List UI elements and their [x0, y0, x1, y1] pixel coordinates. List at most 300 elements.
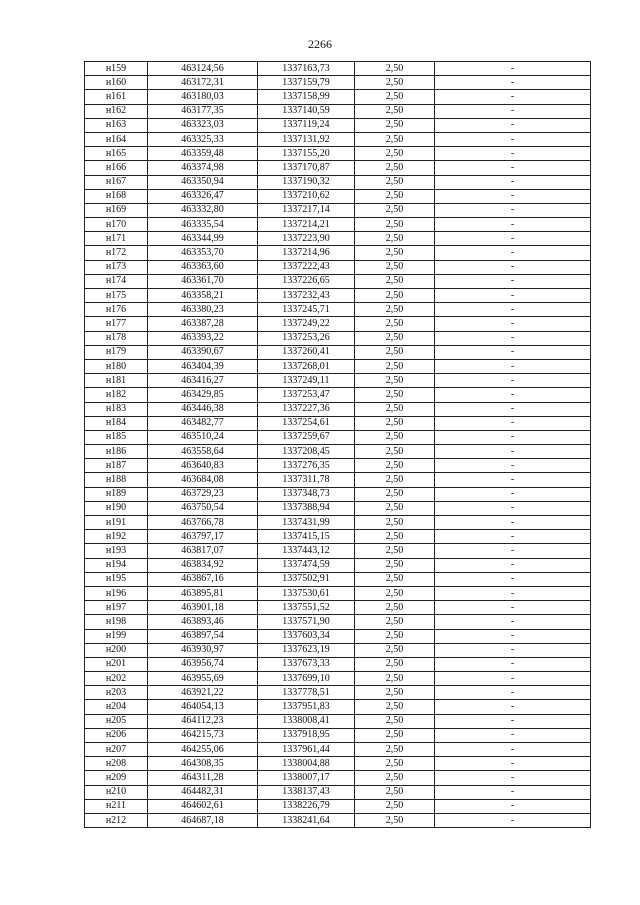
- note-cell: -: [435, 147, 591, 161]
- point-id-cell: н176: [85, 303, 148, 317]
- point-id-cell: н178: [85, 331, 148, 345]
- note-cell: -: [435, 516, 591, 530]
- note-cell: -: [435, 487, 591, 501]
- table-row: [85, 672, 591, 686]
- y-coordinate-cell: 1337699,10: [258, 672, 355, 686]
- point-id-cell: н189: [85, 487, 148, 501]
- accuracy-cell: 2,50: [355, 189, 435, 203]
- accuracy-cell: 2,50: [355, 785, 435, 799]
- table-row: [85, 601, 591, 615]
- point-id-cell: н205: [85, 714, 148, 728]
- point-id-cell: н206: [85, 728, 148, 742]
- y-coordinate-cell: 1337190,32: [258, 175, 355, 189]
- note-cell: -: [435, 601, 591, 615]
- accuracy-cell: 2,50: [355, 90, 435, 104]
- y-coordinate-cell: 1337159,79: [258, 76, 355, 90]
- table-row: [85, 615, 591, 629]
- y-coordinate-cell: 1337951,83: [258, 700, 355, 714]
- note-cell: -: [435, 203, 591, 217]
- x-coordinate-cell: 463901,18: [148, 601, 258, 615]
- x-coordinate-cell: 463921,22: [148, 686, 258, 700]
- x-coordinate-cell: 463390,67: [148, 345, 258, 359]
- accuracy-cell: 2,50: [355, 260, 435, 274]
- x-coordinate-cell: 463416,27: [148, 374, 258, 388]
- x-coordinate-cell: 463834,92: [148, 558, 258, 572]
- accuracy-cell: 2,50: [355, 487, 435, 501]
- point-id-cell: н175: [85, 289, 148, 303]
- x-coordinate-cell: 463729,23: [148, 487, 258, 501]
- point-id-cell: н172: [85, 246, 148, 260]
- accuracy-cell: 2,50: [355, 629, 435, 643]
- point-id-cell: н208: [85, 757, 148, 771]
- point-id-cell: н211: [85, 799, 148, 813]
- note-cell: -: [435, 303, 591, 317]
- table-row: [85, 246, 591, 260]
- note-cell: -: [435, 416, 591, 430]
- accuracy-cell: 2,50: [355, 76, 435, 90]
- y-coordinate-cell: 1337223,90: [258, 232, 355, 246]
- point-id-cell: н162: [85, 104, 148, 118]
- note-cell: -: [435, 289, 591, 303]
- y-coordinate-cell: 1338241,64: [258, 813, 355, 827]
- accuracy-cell: 2,50: [355, 246, 435, 260]
- table-row: [85, 473, 591, 487]
- table-row: [85, 76, 591, 90]
- accuracy-cell: 2,50: [355, 147, 435, 161]
- point-id-cell: н181: [85, 374, 148, 388]
- note-cell: -: [435, 445, 591, 459]
- point-id-cell: н177: [85, 317, 148, 331]
- y-coordinate-cell: 1337214,21: [258, 218, 355, 232]
- x-coordinate-cell: 464308,35: [148, 757, 258, 771]
- table-row: [85, 90, 591, 104]
- accuracy-cell: 2,50: [355, 218, 435, 232]
- y-coordinate-cell: 1337259,67: [258, 430, 355, 444]
- table-row: [85, 771, 591, 785]
- y-coordinate-cell: 1337276,35: [258, 459, 355, 473]
- note-cell: -: [435, 572, 591, 586]
- point-id-cell: н184: [85, 416, 148, 430]
- table-row: [85, 487, 591, 501]
- coordinates-table: [84, 61, 591, 828]
- point-id-cell: н196: [85, 586, 148, 600]
- point-id-cell: н185: [85, 430, 148, 444]
- table-row: [85, 501, 591, 515]
- point-id-cell: н180: [85, 359, 148, 373]
- y-coordinate-cell: 1337163,73: [258, 62, 355, 76]
- accuracy-cell: 2,50: [355, 771, 435, 785]
- table-row: [85, 274, 591, 288]
- accuracy-cell: 2,50: [355, 402, 435, 416]
- table-row: [85, 430, 591, 444]
- point-id-cell: н195: [85, 572, 148, 586]
- table-row: [85, 686, 591, 700]
- accuracy-cell: 2,50: [355, 572, 435, 586]
- y-coordinate-cell: 1337210,62: [258, 189, 355, 203]
- y-coordinate-cell: 1337431,99: [258, 516, 355, 530]
- y-coordinate-cell: 1337254,61: [258, 416, 355, 430]
- table-row: [85, 161, 591, 175]
- table-row: [85, 572, 591, 586]
- note-cell: -: [435, 62, 591, 76]
- point-id-cell: н191: [85, 516, 148, 530]
- y-coordinate-cell: 1337140,59: [258, 104, 355, 118]
- accuracy-cell: 2,50: [355, 615, 435, 629]
- y-coordinate-cell: 1337226,65: [258, 274, 355, 288]
- x-coordinate-cell: 464054,13: [148, 700, 258, 714]
- table-row: [85, 62, 591, 76]
- x-coordinate-cell: 463897,54: [148, 629, 258, 643]
- point-id-cell: н209: [85, 771, 148, 785]
- note-cell: -: [435, 473, 591, 487]
- point-id-cell: н159: [85, 62, 148, 76]
- accuracy-cell: 2,50: [355, 544, 435, 558]
- accuracy-cell: 2,50: [355, 331, 435, 345]
- accuracy-cell: 2,50: [355, 274, 435, 288]
- x-coordinate-cell: 463797,17: [148, 530, 258, 544]
- note-cell: -: [435, 799, 591, 813]
- accuracy-cell: 2,50: [355, 530, 435, 544]
- y-coordinate-cell: 1337249,22: [258, 317, 355, 331]
- x-coordinate-cell: 463358,21: [148, 289, 258, 303]
- note-cell: -: [435, 189, 591, 203]
- table-row: [85, 544, 591, 558]
- table-row: [85, 516, 591, 530]
- y-coordinate-cell: 1337530,61: [258, 586, 355, 600]
- point-id-cell: н187: [85, 459, 148, 473]
- point-id-cell: н161: [85, 90, 148, 104]
- accuracy-cell: 2,50: [355, 757, 435, 771]
- table-row: [85, 388, 591, 402]
- note-cell: -: [435, 586, 591, 600]
- y-coordinate-cell: 1337443,12: [258, 544, 355, 558]
- table-row: [85, 785, 591, 799]
- point-id-cell: н166: [85, 161, 148, 175]
- accuracy-cell: 2,50: [355, 516, 435, 530]
- note-cell: -: [435, 118, 591, 132]
- table-row: [85, 459, 591, 473]
- accuracy-cell: 2,50: [355, 445, 435, 459]
- table-row: [85, 203, 591, 217]
- y-coordinate-cell: 1337158,99: [258, 90, 355, 104]
- x-coordinate-cell: 463353,70: [148, 246, 258, 260]
- y-coordinate-cell: 1337673,33: [258, 657, 355, 671]
- note-cell: -: [435, 76, 591, 90]
- table-row: [85, 260, 591, 274]
- table-row: [85, 132, 591, 146]
- accuracy-cell: 2,50: [355, 104, 435, 118]
- note-cell: -: [435, 544, 591, 558]
- x-coordinate-cell: 464602,61: [148, 799, 258, 813]
- note-cell: -: [435, 686, 591, 700]
- table-row: [85, 743, 591, 757]
- accuracy-cell: 2,50: [355, 672, 435, 686]
- note-cell: -: [435, 501, 591, 515]
- accuracy-cell: 2,50: [355, 359, 435, 373]
- table-row: [85, 218, 591, 232]
- note-cell: -: [435, 374, 591, 388]
- point-id-cell: н188: [85, 473, 148, 487]
- point-id-cell: н174: [85, 274, 148, 288]
- accuracy-cell: 2,50: [355, 728, 435, 742]
- accuracy-cell: 2,50: [355, 714, 435, 728]
- note-cell: -: [435, 615, 591, 629]
- point-id-cell: н197: [85, 601, 148, 615]
- y-coordinate-cell: 1337155,20: [258, 147, 355, 161]
- x-coordinate-cell: 463956,74: [148, 657, 258, 671]
- x-coordinate-cell: 464311,28: [148, 771, 258, 785]
- y-coordinate-cell: 1337623,19: [258, 643, 355, 657]
- x-coordinate-cell: 464112,23: [148, 714, 258, 728]
- table-row: [85, 799, 591, 813]
- x-coordinate-cell: 463955,69: [148, 672, 258, 686]
- point-id-cell: н193: [85, 544, 148, 558]
- accuracy-cell: 2,50: [355, 643, 435, 657]
- note-cell: -: [435, 132, 591, 146]
- x-coordinate-cell: 463429,85: [148, 388, 258, 402]
- y-coordinate-cell: 1337778,51: [258, 686, 355, 700]
- point-id-cell: н199: [85, 629, 148, 643]
- note-cell: -: [435, 345, 591, 359]
- accuracy-cell: 2,50: [355, 473, 435, 487]
- x-coordinate-cell: 463393,22: [148, 331, 258, 345]
- accuracy-cell: 2,50: [355, 317, 435, 331]
- y-coordinate-cell: 1337131,92: [258, 132, 355, 146]
- y-coordinate-cell: 1337170,87: [258, 161, 355, 175]
- point-id-cell: н165: [85, 147, 148, 161]
- note-cell: -: [435, 629, 591, 643]
- y-coordinate-cell: 1337388,94: [258, 501, 355, 515]
- point-id-cell: н194: [85, 558, 148, 572]
- note-cell: -: [435, 274, 591, 288]
- y-coordinate-cell: 1337571,90: [258, 615, 355, 629]
- x-coordinate-cell: 463766,78: [148, 516, 258, 530]
- accuracy-cell: 2,50: [355, 743, 435, 757]
- x-coordinate-cell: 463332,80: [148, 203, 258, 217]
- table-row: [85, 714, 591, 728]
- x-coordinate-cell: 463344,99: [148, 232, 258, 246]
- accuracy-cell: 2,50: [355, 799, 435, 813]
- table-row: [85, 175, 591, 189]
- x-coordinate-cell: 463374,98: [148, 161, 258, 175]
- table-row: [85, 757, 591, 771]
- page-number: 2266: [308, 37, 332, 51]
- note-cell: -: [435, 728, 591, 742]
- table-row: [85, 118, 591, 132]
- accuracy-cell: 2,50: [355, 601, 435, 615]
- point-id-cell: н192: [85, 530, 148, 544]
- point-id-cell: н163: [85, 118, 148, 132]
- y-coordinate-cell: 1337918,95: [258, 728, 355, 742]
- y-coordinate-cell: 1337245,71: [258, 303, 355, 317]
- point-id-cell: н190: [85, 501, 148, 515]
- accuracy-cell: 2,50: [355, 558, 435, 572]
- table-row: [85, 289, 591, 303]
- table-row: [85, 303, 591, 317]
- point-id-cell: н210: [85, 785, 148, 799]
- table-row: [85, 558, 591, 572]
- note-cell: -: [435, 700, 591, 714]
- table-row: [85, 147, 591, 161]
- table-row: [85, 629, 591, 643]
- note-cell: -: [435, 260, 591, 274]
- note-cell: -: [435, 813, 591, 827]
- x-coordinate-cell: 464255,06: [148, 743, 258, 757]
- accuracy-cell: 2,50: [355, 303, 435, 317]
- table-row: [85, 345, 591, 359]
- point-id-cell: н179: [85, 345, 148, 359]
- point-id-cell: н212: [85, 813, 148, 827]
- y-coordinate-cell: 1338004,88: [258, 757, 355, 771]
- accuracy-cell: 2,50: [355, 345, 435, 359]
- y-coordinate-cell: 1337348,73: [258, 487, 355, 501]
- accuracy-cell: 2,50: [355, 203, 435, 217]
- accuracy-cell: 2,50: [355, 161, 435, 175]
- x-coordinate-cell: 463446,38: [148, 402, 258, 416]
- point-id-cell: н171: [85, 232, 148, 246]
- x-coordinate-cell: 463323,03: [148, 118, 258, 132]
- accuracy-cell: 2,50: [355, 416, 435, 430]
- table-row: [85, 104, 591, 118]
- point-id-cell: н200: [85, 643, 148, 657]
- note-cell: -: [435, 459, 591, 473]
- y-coordinate-cell: 1337260,41: [258, 345, 355, 359]
- note-cell: -: [435, 218, 591, 232]
- note-cell: -: [435, 402, 591, 416]
- note-cell: -: [435, 530, 591, 544]
- x-coordinate-cell: 464482,31: [148, 785, 258, 799]
- y-coordinate-cell: 1337268,01: [258, 359, 355, 373]
- note-cell: -: [435, 90, 591, 104]
- y-coordinate-cell: 1337214,96: [258, 246, 355, 260]
- accuracy-cell: 2,50: [355, 388, 435, 402]
- point-id-cell: н169: [85, 203, 148, 217]
- x-coordinate-cell: 463350,94: [148, 175, 258, 189]
- y-coordinate-cell: 1337502,91: [258, 572, 355, 586]
- y-coordinate-cell: 1338226,79: [258, 799, 355, 813]
- note-cell: -: [435, 388, 591, 402]
- note-cell: -: [435, 771, 591, 785]
- x-coordinate-cell: 463867,16: [148, 572, 258, 586]
- note-cell: -: [435, 672, 591, 686]
- point-id-cell: н207: [85, 743, 148, 757]
- accuracy-cell: 2,50: [355, 700, 435, 714]
- note-cell: -: [435, 643, 591, 657]
- y-coordinate-cell: 1337222,43: [258, 260, 355, 274]
- table-row: [85, 317, 591, 331]
- table-row: [85, 445, 591, 459]
- table-row: [85, 700, 591, 714]
- x-coordinate-cell: 464687,18: [148, 813, 258, 827]
- point-id-cell: н204: [85, 700, 148, 714]
- point-id-cell: н160: [85, 76, 148, 90]
- point-id-cell: н168: [85, 189, 148, 203]
- note-cell: -: [435, 331, 591, 345]
- accuracy-cell: 2,50: [355, 118, 435, 132]
- table-row: [85, 416, 591, 430]
- x-coordinate-cell: 463750,54: [148, 501, 258, 515]
- point-id-cell: н202: [85, 672, 148, 686]
- accuracy-cell: 2,50: [355, 657, 435, 671]
- point-id-cell: н170: [85, 218, 148, 232]
- table-row: [85, 586, 591, 600]
- x-coordinate-cell: 463180,03: [148, 90, 258, 104]
- point-id-cell: н203: [85, 686, 148, 700]
- table-row: [85, 189, 591, 203]
- x-coordinate-cell: 463893,46: [148, 615, 258, 629]
- y-coordinate-cell: 1337232,43: [258, 289, 355, 303]
- y-coordinate-cell: 1337208,45: [258, 445, 355, 459]
- note-cell: -: [435, 246, 591, 260]
- y-coordinate-cell: 1337603,34: [258, 629, 355, 643]
- note-cell: -: [435, 232, 591, 246]
- table-row: [85, 331, 591, 345]
- y-coordinate-cell: 1337311,78: [258, 473, 355, 487]
- x-coordinate-cell: 463326,47: [148, 189, 258, 203]
- note-cell: -: [435, 317, 591, 331]
- x-coordinate-cell: 463404,39: [148, 359, 258, 373]
- accuracy-cell: 2,50: [355, 459, 435, 473]
- table-body: [85, 62, 591, 828]
- x-coordinate-cell: 463325,33: [148, 132, 258, 146]
- x-coordinate-cell: 464215,73: [148, 728, 258, 742]
- table-row: [85, 402, 591, 416]
- y-coordinate-cell: 1337961,44: [258, 743, 355, 757]
- x-coordinate-cell: 463558,64: [148, 445, 258, 459]
- point-id-cell: н173: [85, 260, 148, 274]
- x-coordinate-cell: 463363,60: [148, 260, 258, 274]
- point-id-cell: н201: [85, 657, 148, 671]
- note-cell: -: [435, 558, 591, 572]
- y-coordinate-cell: 1338008,41: [258, 714, 355, 728]
- x-coordinate-cell: 463177,35: [148, 104, 258, 118]
- point-id-cell: н167: [85, 175, 148, 189]
- x-coordinate-cell: 463359,48: [148, 147, 258, 161]
- note-cell: -: [435, 757, 591, 771]
- note-cell: -: [435, 743, 591, 757]
- note-cell: -: [435, 714, 591, 728]
- table-row: [85, 728, 591, 742]
- note-cell: -: [435, 104, 591, 118]
- accuracy-cell: 2,50: [355, 813, 435, 827]
- x-coordinate-cell: 463380,23: [148, 303, 258, 317]
- y-coordinate-cell: 1337119,24: [258, 118, 355, 132]
- accuracy-cell: 2,50: [355, 374, 435, 388]
- y-coordinate-cell: 1337249,11: [258, 374, 355, 388]
- note-cell: -: [435, 359, 591, 373]
- table-row: [85, 813, 591, 827]
- accuracy-cell: 2,50: [355, 586, 435, 600]
- point-id-cell: н183: [85, 402, 148, 416]
- y-coordinate-cell: 1338137,43: [258, 785, 355, 799]
- point-id-cell: н164: [85, 132, 148, 146]
- x-coordinate-cell: 463387,28: [148, 317, 258, 331]
- note-cell: -: [435, 161, 591, 175]
- x-coordinate-cell: 463895,81: [148, 586, 258, 600]
- table-row: [85, 657, 591, 671]
- table-row: [85, 359, 591, 373]
- x-coordinate-cell: 463124,56: [148, 62, 258, 76]
- note-cell: -: [435, 175, 591, 189]
- y-coordinate-cell: 1337227,36: [258, 402, 355, 416]
- accuracy-cell: 2,50: [355, 289, 435, 303]
- y-coordinate-cell: 1337253,26: [258, 331, 355, 345]
- x-coordinate-cell: 463361,70: [148, 274, 258, 288]
- y-coordinate-cell: 1337217,14: [258, 203, 355, 217]
- x-coordinate-cell: 463172,31: [148, 76, 258, 90]
- x-coordinate-cell: 463510,24: [148, 430, 258, 444]
- point-id-cell: н182: [85, 388, 148, 402]
